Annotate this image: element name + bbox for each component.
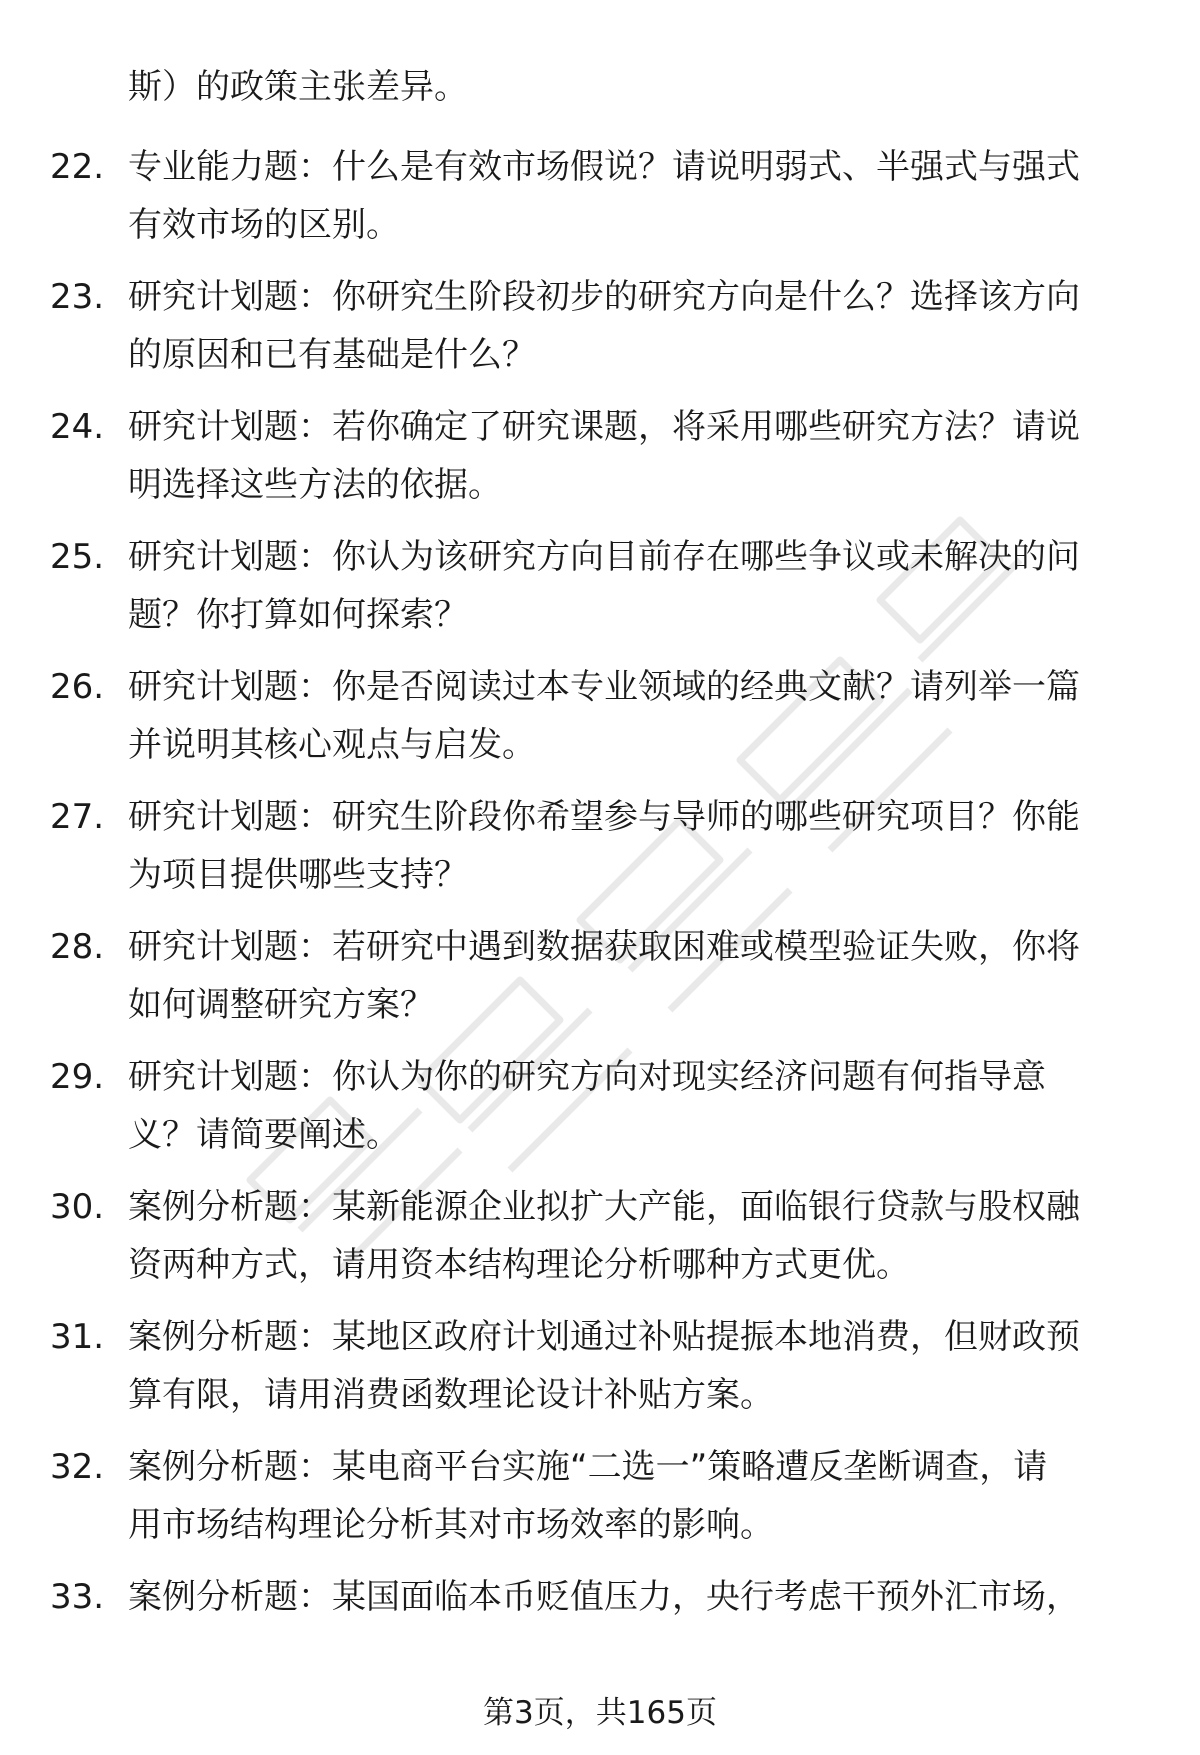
- question-item: [0, 1568, 1200, 1698]
- question-line: 研究计划题：你是否阅读过本专业领域的经典文献？请列举一篇: [128, 667, 1080, 707]
- question-item: [0, 1438, 1200, 1568]
- question-line: 题？你打算如何探索？: [128, 595, 468, 635]
- question-text: [128, 268, 1148, 384]
- question-item: [0, 138, 1200, 268]
- question-line: 研究计划题：你认为你的研究方向对现实经济问题有何指导意: [128, 1057, 1046, 1097]
- question-number: 26.: [50, 667, 105, 707]
- question-line: 算有限，请用消费函数理论设计补贴方案。: [128, 1375, 774, 1415]
- question-item: [0, 1178, 1200, 1308]
- question-line: 有效市场的区别。: [128, 205, 400, 245]
- question-line: 用市场结构理论分析其对市场效率的影响。: [128, 1505, 774, 1545]
- question-item: [0, 788, 1200, 918]
- question-text: [128, 658, 1148, 774]
- question-number: 32.: [50, 1447, 105, 1487]
- continued-text-line: 斯）的政策主张差异。: [128, 67, 468, 107]
- question-line: 为项目提供哪些支持？: [128, 855, 468, 895]
- question-text: [128, 1568, 1148, 1626]
- question-line: 研究计划题：你认为该研究方向目前存在哪些争议或未解决的问: [128, 537, 1080, 577]
- question-line: 案例分析题：某电商平台实施“二选一”策略遭反垄断调查，请: [128, 1447, 1048, 1487]
- page-footer: 第3页，共165页: [483, 1695, 717, 1731]
- question-text: [128, 788, 1148, 904]
- question-text: [128, 1178, 1148, 1294]
- question-number: 22.: [50, 147, 105, 187]
- question-text: [128, 1308, 1148, 1424]
- question-number: 25.: [50, 537, 105, 577]
- question-line: 研究计划题：研究生阶段你希望参与导师的哪些研究项目？你能: [128, 797, 1080, 837]
- question-number: 23.: [50, 277, 105, 317]
- question-text: [128, 1048, 1148, 1164]
- question-item: [0, 1048, 1200, 1178]
- question-line: 案例分析题：某地区政府计划通过补贴提振本地消费，但财政预: [128, 1317, 1080, 1357]
- question-text: [128, 918, 1148, 1034]
- question-line: 研究计划题：若你确定了研究课题，将采用哪些研究方法？请说: [128, 407, 1080, 447]
- question-line: 资两种方式，请用资本结构理论分析哪种方式更优。: [128, 1245, 910, 1285]
- question-text: [128, 528, 1148, 644]
- question-line: 研究计划题：你研究生阶段初步的研究方向是什么？选择该方向: [128, 277, 1080, 317]
- question-item: [0, 398, 1200, 528]
- question-number: 31.: [50, 1317, 105, 1357]
- question-number: 33.: [50, 1577, 105, 1617]
- question-line: 并说明其核心观点与启发。: [128, 725, 536, 765]
- question-line: 案例分析题：某国面临本币贬值压力，央行考虑干预外汇市场，: [128, 1577, 1080, 1617]
- question-number: 30.: [50, 1187, 105, 1227]
- question-list: [0, 138, 1200, 1698]
- question-number: 27.: [50, 797, 105, 837]
- question-item: [0, 528, 1200, 658]
- question-line: 如何调整研究方案？: [128, 985, 434, 1025]
- question-item: [0, 658, 1200, 788]
- question-text: [128, 398, 1148, 514]
- question-line: 案例分析题：某新能源企业拟扩大产能，面临银行贷款与股权融: [128, 1187, 1080, 1227]
- question-item: [0, 268, 1200, 398]
- question-line: 研究计划题：若研究中遇到数据获取困难或模型验证失败，你将: [128, 927, 1080, 967]
- question-line: 专业能力题：什么是有效市场假说？请说明弱式、半强式与强式: [128, 147, 1080, 187]
- question-item: [0, 1308, 1200, 1438]
- question-item: [0, 918, 1200, 1048]
- question-number: 29.: [50, 1057, 105, 1097]
- question-line: 义？请简要阐述。: [128, 1115, 400, 1155]
- question-line: 的原因和已有基础是什么？: [128, 335, 536, 375]
- question-number: 24.: [50, 407, 105, 447]
- question-text: [128, 1438, 1148, 1554]
- question-number: 28.: [50, 927, 105, 967]
- question-line: 明选择这些方法的依据。: [128, 465, 502, 505]
- question-text: [128, 138, 1148, 254]
